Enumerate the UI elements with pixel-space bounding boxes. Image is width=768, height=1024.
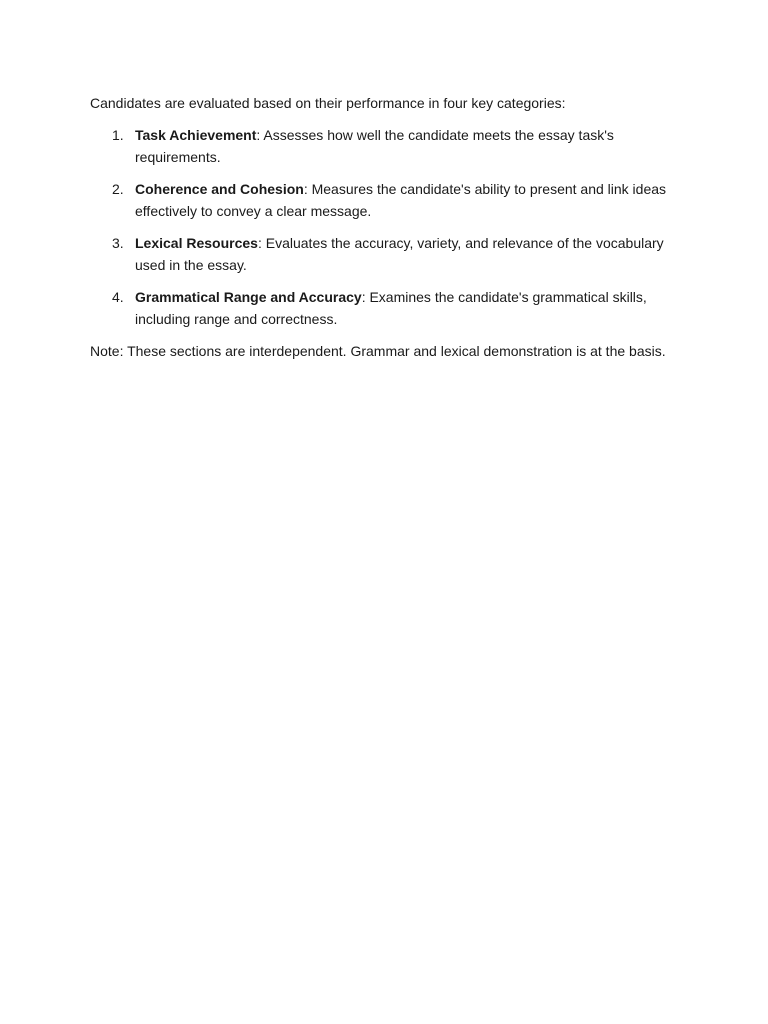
criterion-description: : Evaluates the accuracy, variety, and relevance of the vocabulary used in the essay. [135, 235, 664, 273]
list-item [90, 124, 675, 168]
criterion-term: Task Achievement [135, 127, 257, 143]
list-item-number: 2. [112, 181, 124, 197]
list-item-number: 3. [112, 235, 124, 251]
criteria-list [90, 124, 675, 330]
criterion-term: Grammatical Range and Accuracy [135, 289, 362, 305]
document-body [90, 92, 675, 362]
criterion-term: Coherence and Cohesion [135, 181, 304, 197]
list-item-number: 1. [112, 127, 124, 143]
note-paragraph: Note: These sections are interdependent. Grammar and lexical demonstration is at the basis. [90, 343, 666, 359]
list-item [90, 286, 675, 330]
list-item-number: 4. [112, 289, 124, 305]
criterion-description: : Measures the candidate's ability to present and link ideas effectively to convey a clear message. [135, 181, 667, 219]
list-item [90, 232, 675, 276]
intro-paragraph: Candidates are evaluated based on their performance in four key categories: [90, 95, 566, 111]
criterion-description: : Examines the candidate's grammatical skills, including range and correctness. [135, 289, 647, 327]
list-item [90, 178, 675, 222]
criterion-term: Lexical Resources [135, 235, 258, 251]
criterion-description: : Assesses how well the candidate meets the essay task's requirements. [135, 127, 614, 165]
